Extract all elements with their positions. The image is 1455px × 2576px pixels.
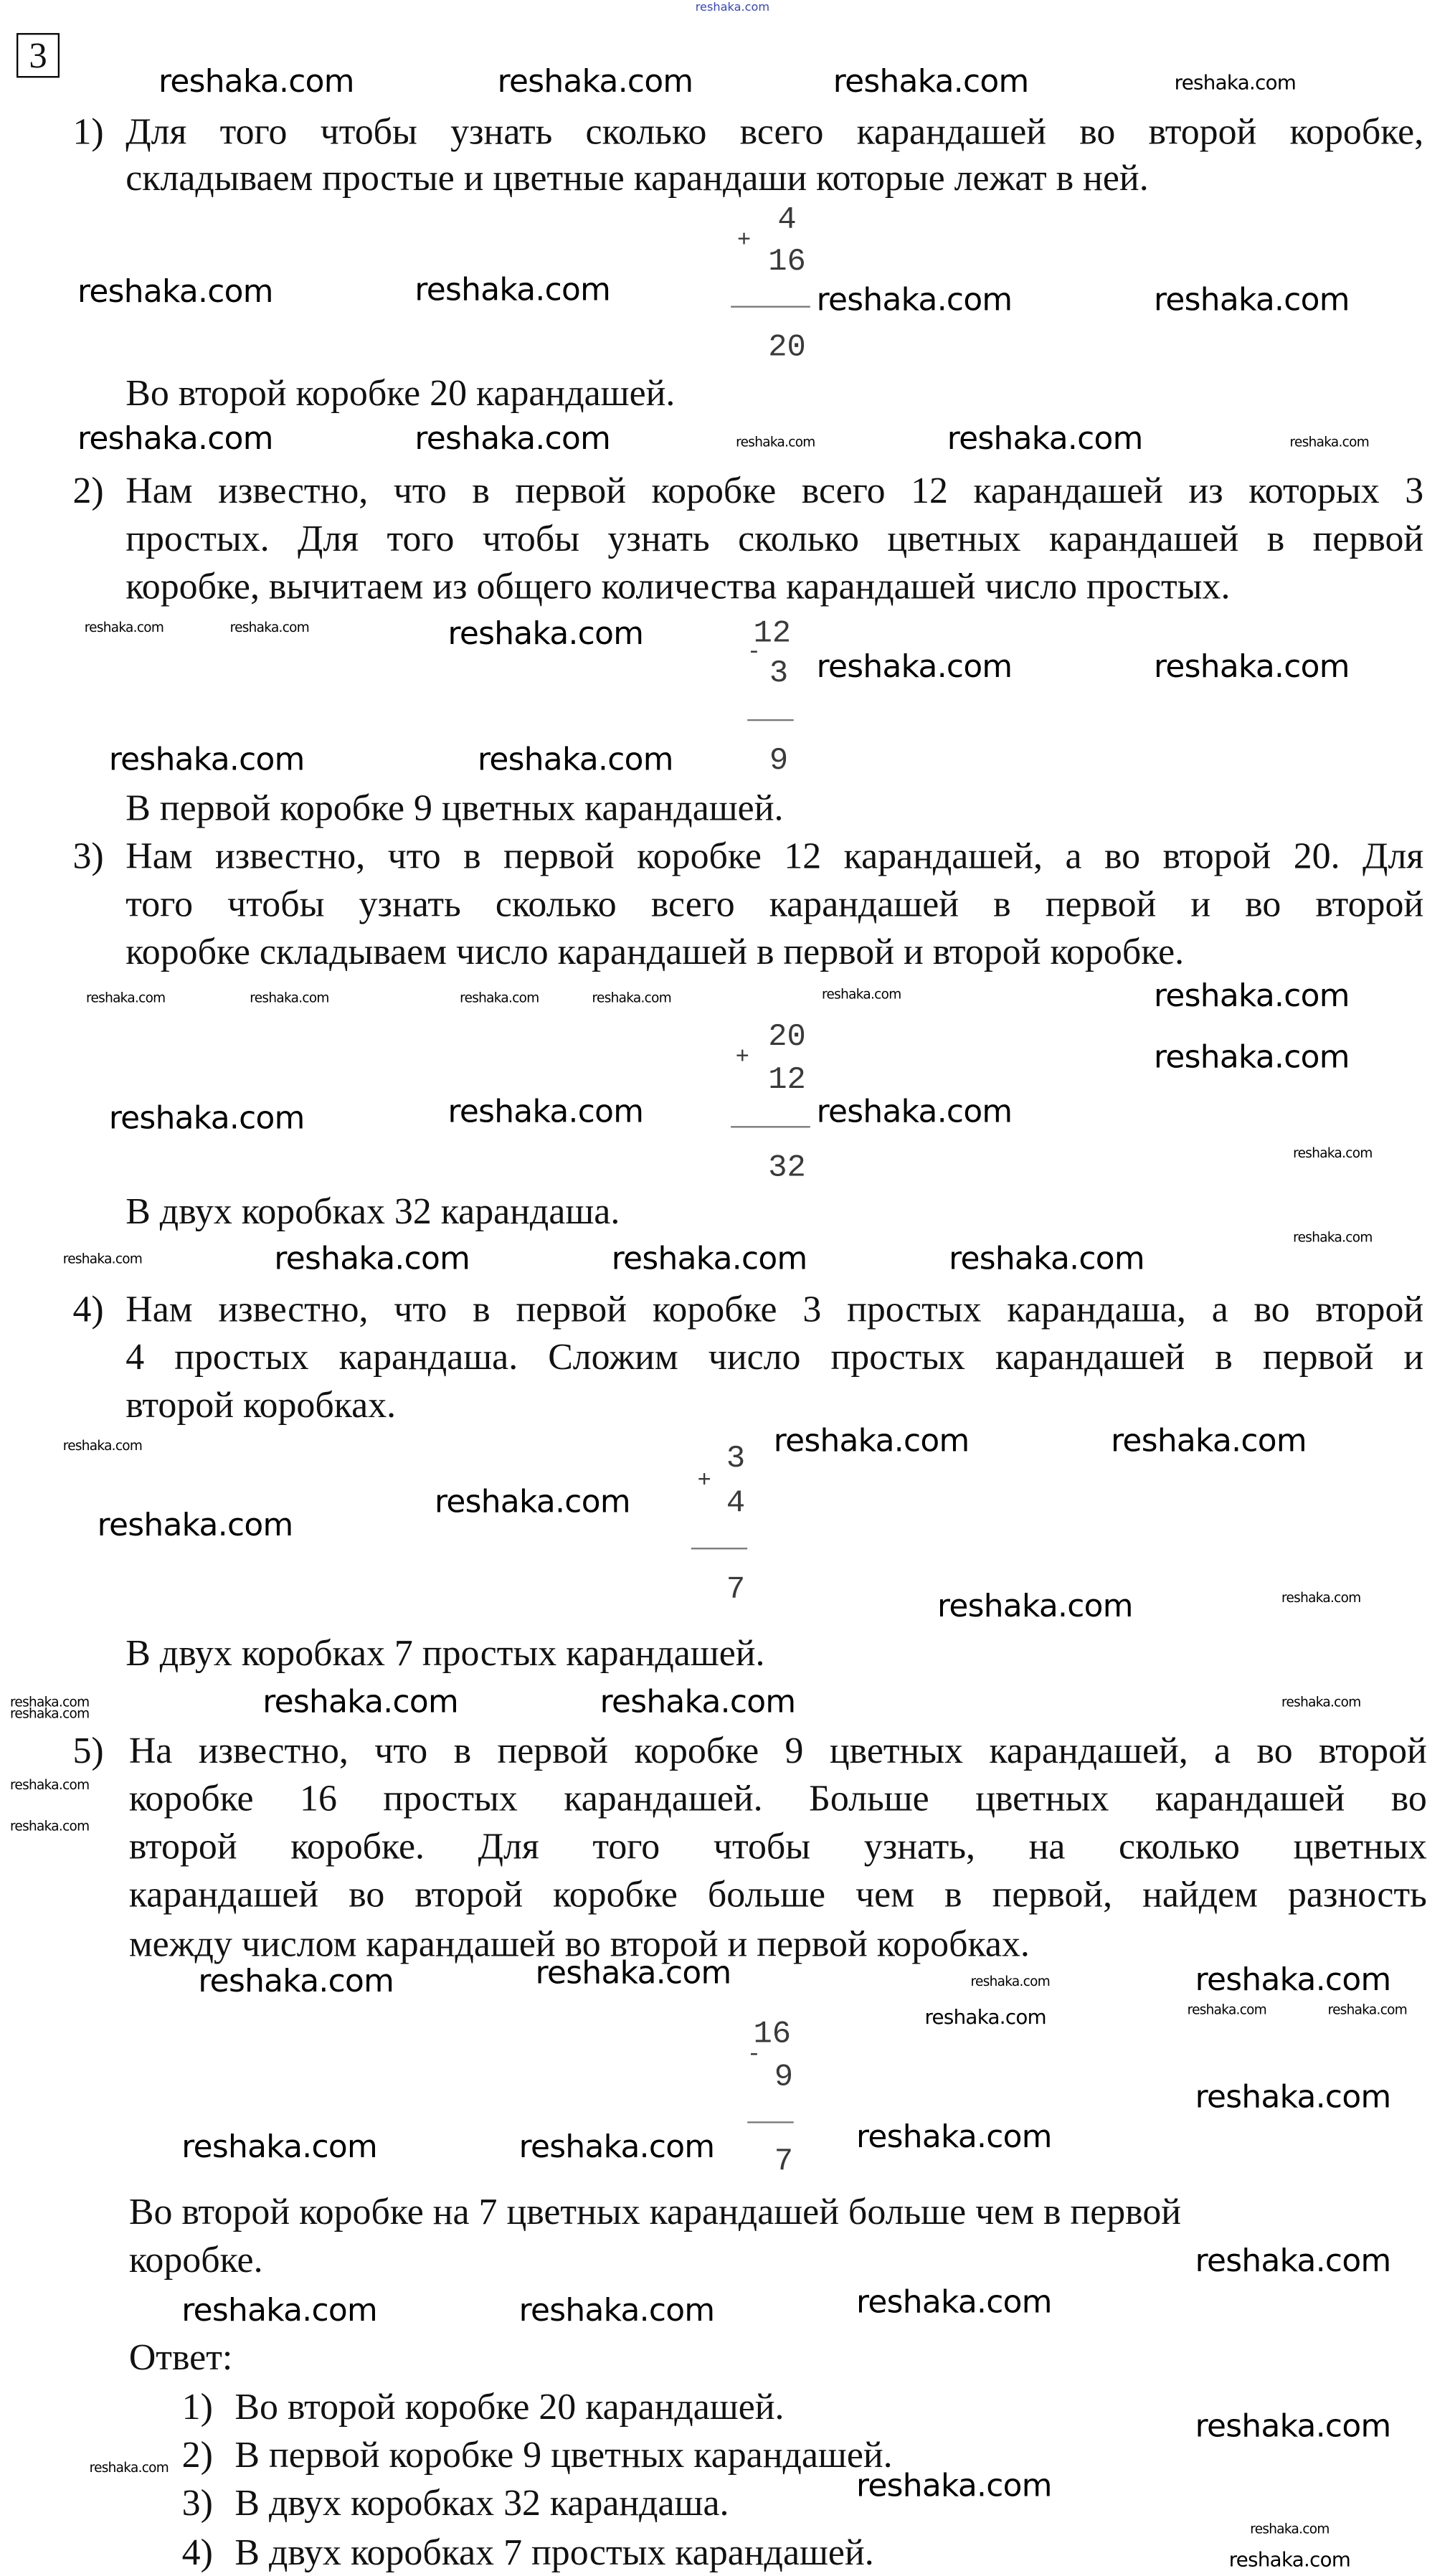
- step-text-line: складываем простые и цветные карандаши которые лежат в ней.: [125, 157, 1149, 199]
- watermark: reshaka.com: [592, 990, 672, 1005]
- answer-item: В двух коробках 32 карандаша.: [234, 2481, 729, 2524]
- watermark: reshaka.com: [1289, 435, 1370, 450]
- step-conclusion: В двух коробках 32 карандаша.: [125, 1190, 620, 1232]
- step-text-line: коробке 16 простых карандашей. Больше цветных карандашей во: [128, 1777, 1427, 1819]
- step-number: 3): [72, 835, 104, 877]
- watermark: reshaka.com: [414, 420, 611, 458]
- watermark: reshaka.com: [274, 1241, 470, 1278]
- step-number: 4): [72, 1288, 104, 1330]
- watermark: reshaka.com: [77, 420, 273, 458]
- watermark: reshaka.com: [816, 648, 1013, 686]
- watermark: reshaka.com: [1327, 2002, 1408, 2017]
- step-conclusion: Во второй коробке 20 карандашей.: [125, 371, 676, 414]
- calc-divider-line: [691, 1548, 747, 1549]
- watermark: reshaka.com: [736, 435, 815, 450]
- watermark: reshaka.com: [924, 2005, 1046, 2030]
- watermark: reshaka.com: [1195, 2243, 1391, 2280]
- watermark: reshaka.com: [198, 1964, 394, 2000]
- calc-divider-line: [747, 719, 794, 721]
- watermark: reshaka.com: [816, 282, 1013, 318]
- step-text-line: того чтобы узнать сколько всего карандашей в первой и во второй: [125, 883, 1424, 924]
- calc-result: 7: [726, 1571, 746, 1608]
- watermark: reshaka.com: [1281, 1695, 1361, 1710]
- watermark: reshaka.com: [497, 63, 693, 100]
- step-text-line: коробке, вычитаем из общего количества карандашей число простых.: [125, 565, 1231, 607]
- watermark: reshaka.com: [108, 742, 305, 778]
- watermark: reshaka.com: [949, 1241, 1144, 1278]
- calc-result: 9: [769, 742, 789, 779]
- task-number-box: 3: [16, 33, 60, 77]
- step-conclusion: В первой коробке 9 цветных карандашей.: [125, 787, 784, 829]
- calc-operator: +: [736, 228, 752, 255]
- watermark: reshaka.com: [460, 990, 539, 1005]
- watermark: reshaka.com: [1195, 2079, 1391, 2116]
- watermark: reshaka.com: [773, 1423, 970, 1459]
- step-text-line: простых. Для того чтобы узнать сколько цветных карандашей в первой: [125, 517, 1424, 559]
- watermark: reshaka.com: [822, 987, 901, 1003]
- calc-operand-b: 16: [768, 242, 806, 280]
- watermark: reshaka.com: [1154, 282, 1350, 318]
- calc-operator: +: [735, 1045, 749, 1072]
- watermark: reshaka.com: [108, 1100, 305, 1137]
- watermark: reshaka.com: [535, 1955, 731, 1992]
- watermark: reshaka.com: [611, 1241, 807, 1278]
- watermark: reshaka.com: [1195, 1961, 1391, 1999]
- step-conclusion: коробке.: [128, 2238, 263, 2281]
- watermark: reshaka.com: [97, 1507, 293, 1544]
- watermark: reshaka.com: [947, 420, 1143, 458]
- answer-number: 4): [181, 2532, 213, 2573]
- step-text-line: второй коробке. Для того чтобы узнать, на сколько цветных: [128, 1825, 1427, 1867]
- watermark: reshaka.com: [262, 1684, 459, 1721]
- calc-operand-a: 3: [726, 1440, 746, 1477]
- watermark: reshaka.com: [1293, 1145, 1373, 1161]
- step-conclusion: Во второй коробке на 7 цветных карандашей больше чем в первой: [128, 2191, 1182, 2232]
- calc-operand-b: 9: [774, 2058, 794, 2096]
- answer-number: 2): [181, 2433, 213, 2476]
- watermark: reshaka.com: [1111, 1423, 1307, 1459]
- watermark: reshaka.com: [435, 1484, 630, 1521]
- calc-operand-b: 4: [726, 1484, 746, 1522]
- step-text-line: второй коробках.: [125, 1383, 397, 1426]
- calc-operand-a: 12: [753, 615, 792, 652]
- answer-label: Ответ:: [128, 2336, 233, 2378]
- calc-divider-line: [731, 1126, 810, 1127]
- watermark: reshaka.com: [250, 990, 329, 1005]
- watermark: reshaka.com: [816, 1094, 1013, 1130]
- watermark: reshaka.com: [62, 1251, 143, 1267]
- watermark: reshaka.com: [856, 2468, 1052, 2504]
- step-conclusion: В двух коробках 7 простых карандашей.: [125, 1632, 765, 1674]
- watermark: reshaka.com: [1293, 1230, 1373, 1246]
- watermark: reshaka.com: [89, 2460, 169, 2476]
- watermark: reshaka.com: [84, 620, 164, 635]
- watermark: reshaka.com: [599, 1684, 796, 1721]
- site-link[interactable]: reshaka.com: [695, 1, 770, 14]
- watermark: reshaka.com: [86, 990, 166, 1005]
- step-text-line: между числом карандашей во второй и первой коробках.: [128, 1923, 1030, 1965]
- watermark: reshaka.com: [77, 273, 273, 311]
- step-text-line: Нам известно, что в первой коробке 3 простых карандаша, а во второй: [125, 1288, 1424, 1330]
- calc-result: 20: [768, 328, 806, 366]
- watermark: reshaka.com: [1154, 1039, 1350, 1076]
- watermark: reshaka.com: [9, 1777, 90, 1793]
- watermark: reshaka.com: [62, 1438, 143, 1454]
- answer-number: 1): [181, 2386, 213, 2428]
- calc-result: 32: [768, 1149, 806, 1186]
- watermark: reshaka.com: [477, 742, 673, 778]
- step-text-line: Нам известно, что в первой коробке 12 карандашей, а во второй 20. Для: [125, 835, 1424, 877]
- step-text-line: Для того чтобы узнать сколько всего карандашей во второй коробке,: [125, 110, 1424, 153]
- watermark: reshaka.com: [1154, 648, 1350, 686]
- step-number: 5): [72, 1729, 104, 1771]
- watermark: reshaka.com: [181, 2292, 378, 2329]
- watermark: reshaka.com: [158, 63, 354, 100]
- watermark: reshaka.com: [1250, 2521, 1330, 2537]
- calc-operator: -: [747, 640, 762, 667]
- watermark: reshaka.com: [181, 2128, 378, 2166]
- watermark: reshaka.com: [447, 615, 644, 653]
- watermark: reshaka.com: [856, 2284, 1052, 2321]
- answer-number: 3): [181, 2481, 213, 2524]
- calc-result: 7: [774, 2143, 794, 2179]
- calc-operand-a: 20: [768, 1018, 806, 1056]
- watermark: reshaka.com: [518, 2128, 715, 2166]
- calc-operand-a: 16: [753, 2015, 792, 2052]
- step-text-line: коробке складываем число карандашей в первой и второй коробке.: [125, 931, 1185, 972]
- watermark: reshaka.com: [9, 1706, 90, 1722]
- watermark: reshaka.com: [1281, 1591, 1361, 1606]
- watermark: reshaka.com: [937, 1588, 1133, 1625]
- calc-operand-a: 4: [777, 202, 797, 239]
- watermark: reshaka.com: [229, 620, 310, 635]
- answer-item: В двух коробках 7 простых карандашей.: [234, 2532, 874, 2573]
- watermark: reshaka.com: [1187, 2002, 1267, 2017]
- watermark: reshaka.com: [447, 1094, 644, 1130]
- watermark: reshaka.com: [833, 63, 1029, 100]
- watermark: reshaka.com: [1195, 2408, 1391, 2445]
- step-text-line: На известно, что в первой коробке 9 цветных карандашей, а во второй: [128, 1729, 1427, 1771]
- step-text-line: Нам известно, что в первой коробке всего 12 карандашей из которых 3: [125, 469, 1424, 511]
- calc-divider-line: [747, 2121, 794, 2123]
- watermark: reshaka.com: [856, 2118, 1052, 2156]
- calc-operator: -: [747, 2042, 762, 2069]
- watermark: reshaka.com: [970, 1974, 1051, 1989]
- calc-operand-b: 12: [768, 1061, 806, 1098]
- calc-divider-line: [731, 306, 810, 308]
- step-text-line: карандашей во второй коробке больше чем в первой, найдем разность: [128, 1873, 1427, 1916]
- step-number: 1): [72, 110, 104, 153]
- answer-item: В первой коробке 9 цветных карандашей.: [234, 2433, 893, 2476]
- watermark: reshaka.com: [1228, 2548, 1351, 2572]
- calc-operator: +: [697, 1468, 711, 1495]
- watermark: reshaka.com: [9, 1819, 90, 1834]
- calc-operand-b: 3: [769, 655, 789, 691]
- watermark: reshaka.com: [518, 2292, 715, 2329]
- answer-item: Во второй коробке 20 карандашей.: [234, 2386, 785, 2428]
- step-number: 2): [72, 469, 104, 511]
- watermark: reshaka.com: [1174, 71, 1297, 95]
- step-text-line: 4 простых карандаша. Сложим число простых карандашей в первой и: [125, 1336, 1424, 1378]
- watermark: reshaka.com: [414, 272, 611, 309]
- watermark: reshaka.com: [9, 1695, 90, 1710]
- watermark: reshaka.com: [1154, 977, 1350, 1015]
